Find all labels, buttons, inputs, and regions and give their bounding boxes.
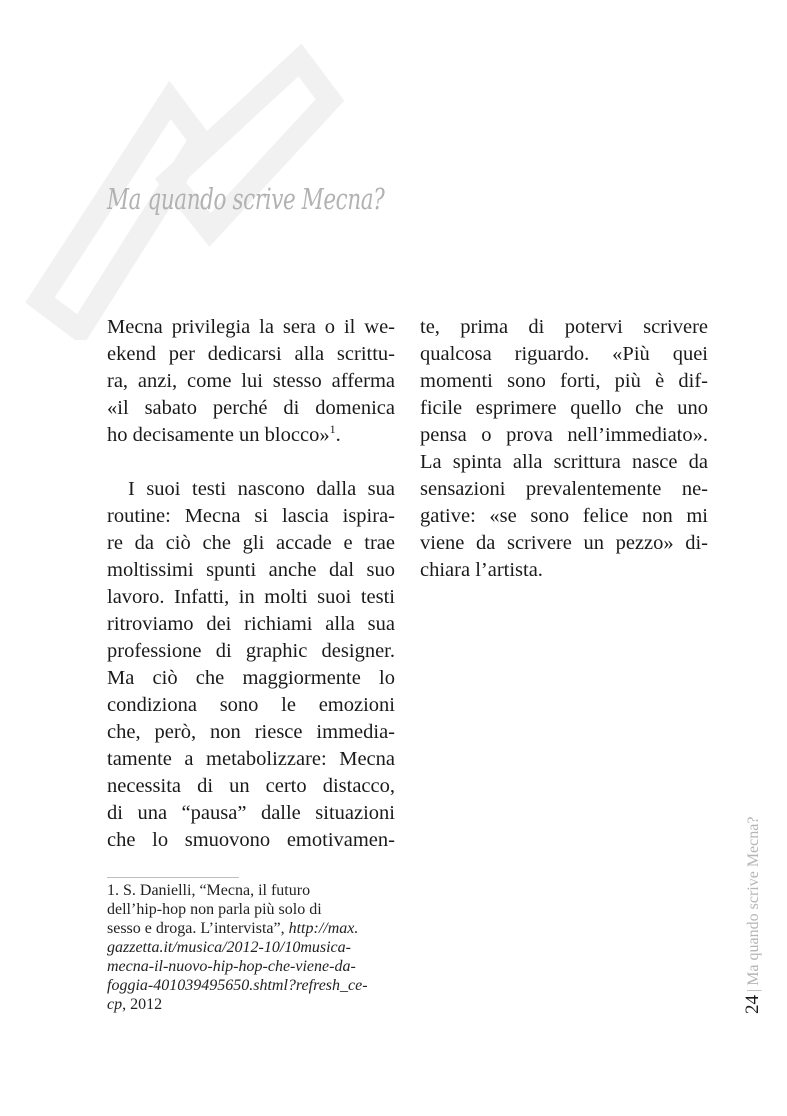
footnote-line [107,919,397,938]
footnote-line [107,957,397,976]
footnote-url[interactable]: gazzetta.it/musica/2012-10/10musica- [107,939,351,956]
footnote-year: , 2012 [122,996,163,1013]
page-number: 24 [742,995,763,1014]
footnote-url[interactable]: foggia-401039495650.shtml?refresh_ce- [107,977,368,994]
text-line: Ma ciò che maggiormente lo [107,667,395,689]
footnote-line [107,938,397,957]
text-line: lavoro. Infatti, in molti suoi testi [107,586,395,608]
text-line: ficile esprimere quello che uno [420,397,708,419]
left-text-column [107,314,395,854]
text-line: tamente a metabolizzare: Mecna [107,748,395,770]
text-fragment: . [335,424,341,446]
text-line: qualcosa riguardo. «Più quei [420,343,708,365]
text-line: condiziona sono le emozioni [107,694,395,716]
text-line: La spinta alla scrittura nasce da [420,451,708,473]
text-line: chiara l’artista. [420,559,543,581]
right-text-column [420,314,708,584]
text-line: di una “pausa” dalle situazioni [107,802,395,824]
footnote-url[interactable]: cp [107,996,123,1013]
text-line: professione di graphic designer. [107,640,395,662]
footer-separator: | [745,988,762,992]
text-line: necessita di un certo distacco, [107,775,395,797]
footnote-url[interactable]: http://max. [288,920,359,937]
text-line: ekend per dedicarsi alla scrittu- [107,343,395,365]
footnote-line: 1. S. Danielli, “Mecna, il futuro [107,882,311,899]
text-line: ritroviamo dei richiami alla sua [107,613,395,635]
running-footer [742,817,764,1014]
text-line: re da ciò che gli accade e trae [107,532,395,554]
running-section-title: Ma quando scrive Mecna? [745,816,762,986]
text-line: I suoi testi nascono dalla sua [128,478,395,500]
footnote-divider [107,877,239,878]
text-line: moltissimi spunti anche dal suo [107,559,395,581]
footnote-line [107,976,397,995]
text-line: viene da scrivere un pezzo» di- [420,532,708,554]
footnote-reference[interactable]: 1 [329,422,336,437]
text-line: che lo smuovono emotivamen- [107,829,395,851]
text-line: te, prima di potervi scrivere [420,316,708,338]
text-line: routine: Mecna si lascia ispira- [107,505,395,527]
text-line: sensazioni prevalentemente ne- [420,478,708,500]
text-line: pensa o prova nell’immediato». [420,424,708,446]
text-line: momenti sono forti, più è dif- [420,370,708,392]
text-line: «il sabato perché di domenica [107,397,395,419]
text-line: gative: «se sono felice non mi [420,505,708,527]
footnote-line: dell’hip-hop non parla più solo di [107,901,322,918]
text-line: che, però, non riesce immedia- [107,721,395,743]
text-line [107,422,395,449]
text-line: Mecna privilegia la sera o il we- [107,316,395,338]
paragraph-gap [107,449,395,476]
text-line: ra, anzi, come lui stesso afferma [107,370,395,392]
footnote-line [107,995,397,1014]
footnote-url[interactable]: mecna-il-nuovo-hip-hop-che-viene-da- [107,958,356,975]
footnote [107,881,397,1014]
text-fragment: ho decisamente un blocco» [107,424,330,446]
chapter-title: Ma quando scrive Mecna? [107,182,385,216]
footnote-text: sesso e droga. L’intervista”, [107,920,289,937]
